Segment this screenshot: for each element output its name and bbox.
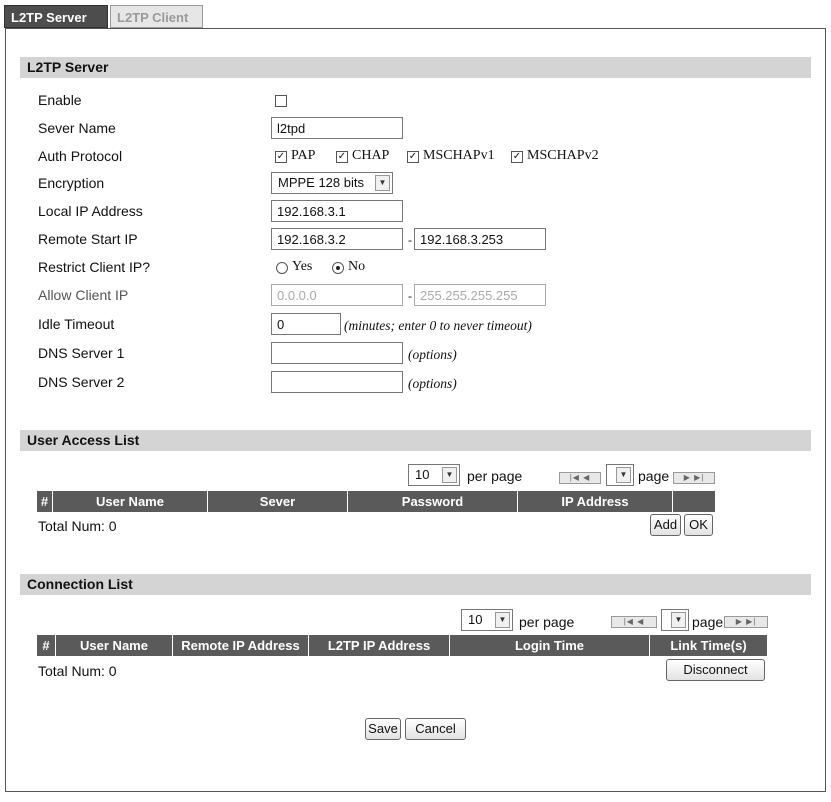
connection-per-page-value: 10 [468,612,483,627]
local-ip-label: Local IP Address [38,203,143,219]
column-header-actions [672,491,715,512]
connection-total: Total Num: 0 [38,663,117,679]
dns-server-2-input[interactable] [271,371,403,393]
restrict-yes-radio[interactable] [276,262,288,274]
dns-server-1-input[interactable] [271,342,403,364]
remote-start-ip-label: Remote Start IP [38,231,138,247]
pap-label: PAP [291,148,316,163]
column-header-l2tp-ip: L2TP IP Address [308,635,449,656]
dns-server-2-hint: (options) [408,376,457,391]
user-access-table-header [37,491,715,512]
mschapv1-checkbox[interactable] [407,151,419,163]
user-per-page-select[interactable] [408,464,460,486]
remote-start-ip-input[interactable] [271,228,403,250]
radio-selected-dot [336,266,340,270]
range-dash: - [408,289,412,303]
idle-timeout-label: Idle Timeout [38,316,115,332]
encryption-label: Encryption [38,175,105,191]
dns-server-1-label: DNS Server 1 [38,345,125,361]
restrict-no-radio[interactable] [332,262,344,274]
dns-server-1-hint: (options) [408,347,457,362]
add-user-button[interactable]: Add [650,514,681,536]
user-page-label: page [638,468,670,484]
remote-end-ip-input[interactable] [414,228,546,250]
column-header-index: # [42,638,50,653]
cancel-button[interactable]: Cancel [405,718,466,740]
connection-per-page-label: per page [519,614,575,630]
pager-first-prev-icon[interactable]: |◀ ◀ [559,472,601,484]
checkmark-icon: ✓ [512,151,522,162]
column-header-index: # [40,494,49,509]
pap-checkbox[interactable] [275,151,287,163]
chevron-down-icon[interactable]: ▼ [375,175,390,191]
dns-server-2-label: DNS Server 2 [38,374,125,390]
column-header-user-name: User Name [52,491,207,512]
user-per-page-label: per page [467,468,523,484]
auth-protocol-label: Auth Protocol [38,148,123,164]
chevron-down-icon[interactable]: ▼ [442,467,457,483]
column-header-link-time: Link Time(s) [649,635,767,656]
user-access-total: Total Num: 0 [38,518,117,534]
idle-timeout-input[interactable] [271,313,341,335]
section-header-l2tp-server: L2TP Server [20,57,811,78]
server-name-input[interactable] [271,117,403,139]
checkmark-icon: ✓ [276,151,286,162]
connection-page-label: page [692,614,724,630]
encryption-select[interactable] [271,172,393,194]
column-header-password: Password [347,491,517,512]
connection-per-page-select[interactable] [461,609,513,631]
restrict-yes-label: Yes [292,259,313,274]
column-header-ip-address: IP Address [517,491,672,512]
enable-label: Enable [38,92,82,108]
section-header-connection-list: Connection List [20,574,811,595]
connection-page-select[interactable] [661,609,689,631]
mschapv2-label: MSCHAPv2 [527,148,599,163]
local-ip-input[interactable] [271,200,403,222]
mschapv1-label: MSCHAPv1 [423,148,495,163]
pager-next-last-icon[interactable]: ▶ ▶| [673,472,715,484]
tab-l2tp-server[interactable]: L2TP Server [4,5,108,28]
column-header-login-time: Login Time [449,635,649,656]
restrict-no-label: No [348,259,366,274]
enable-checkbox[interactable] [275,95,287,107]
allow-end-ip-input[interactable] [414,284,546,306]
user-per-page-value: 10 [415,467,430,482]
chevron-down-icon[interactable]: ▼ [495,612,510,628]
column-header-user-name: User Name [55,635,172,656]
pager-first-prev-icon[interactable]: |◀ ◀ [611,616,657,628]
chap-label: CHAP [352,148,390,163]
connection-table-header [37,635,767,656]
checkmark-icon: ✓ [337,151,347,162]
idle-timeout-hint: (minutes; enter 0 to never timeout) [344,318,532,333]
save-button[interactable]: Save [365,718,401,740]
chevron-down-icon[interactable]: ▼ [671,612,686,628]
pager-next-last-icon[interactable]: ▶ ▶| [724,616,768,628]
chevron-down-icon[interactable]: ▼ [616,467,631,483]
encryption-select-value: MPPE 128 bits [278,175,364,190]
range-dash: - [408,233,412,247]
user-page-select[interactable] [606,464,634,486]
chap-checkbox[interactable] [336,151,348,163]
section-header-user-access-list: User Access List [20,430,811,451]
ok-button[interactable]: OK [684,514,713,536]
disconnect-button[interactable]: Disconnect [666,659,765,681]
restrict-client-ip-label: Restrict Client IP? [38,259,151,275]
checkmark-icon: ✓ [408,151,418,162]
allow-client-ip-label: Allow Client IP [38,287,129,303]
column-header-remote-ip: Remote IP Address [172,635,308,656]
column-header-server: Sever [207,491,347,512]
server-name-label: Sever Name [38,120,116,136]
mschapv2-checkbox[interactable] [511,151,523,163]
tab-l2tp-client[interactable]: L2TP Client [110,5,203,28]
allow-start-ip-input[interactable] [271,284,403,306]
